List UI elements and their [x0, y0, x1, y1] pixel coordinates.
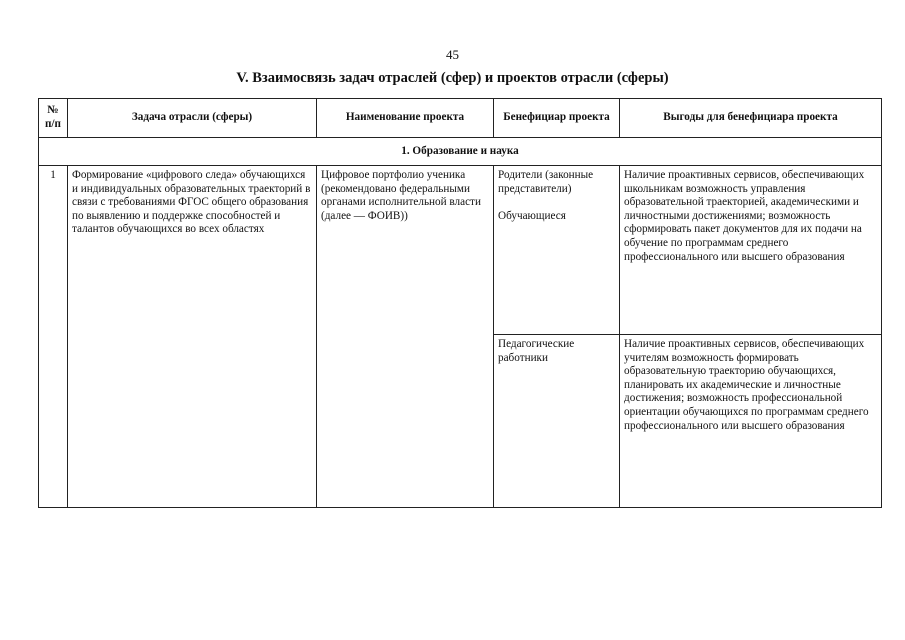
benefits-cell-1: Наличие проактивных сервисов, обеспечивающих школьникам возможность управления образовательной траекторией, академическими и личностными достижениями; возможность сформировать пакет документов для их подачи на обучение по программам среднего профессионального или высшего образования — [620, 166, 882, 335]
page-number: 45 — [446, 47, 459, 62]
project-cell: Цифровое портфолио ученика (рекомендовано федеральными органами исполнительной власти (далее — ФОИВ)) — [317, 166, 494, 508]
table-header-row — [39, 99, 882, 138]
header-beneficiary: Бенефициар проекта — [494, 99, 620, 138]
tasks-projects-table — [38, 98, 882, 508]
section-heading: 1. Образование и наука — [39, 138, 882, 166]
task-cell: Формирование «цифрового следа» обучающихся и индивидуальных образовательных траекторий в связи с требованиями ФГОС общего образования по выявлению и поддержке способностей и талантов обучающихся во всех областях — [68, 166, 317, 508]
section-title: V. Взаимосвязь задач отраслей (сфер) и проектов отрасли (сферы) — [236, 70, 669, 86]
header-num: № п/п — [39, 99, 68, 138]
header-project: Наименование проекта — [317, 99, 494, 138]
beneficiary-students: Обучающиеся — [498, 210, 566, 223]
header-task: Задача отрасли (сферы) — [68, 99, 317, 138]
beneficiary-cell-1 — [494, 166, 620, 335]
table-row — [39, 166, 882, 335]
section-row — [39, 138, 882, 166]
beneficiary-cell-2: Педагогические работники — [494, 335, 620, 508]
beneficiary-parents: Родители (законные представители) — [498, 169, 594, 195]
benefits-cell-2: Наличие проактивных сервисов, обеспечивающих учителям возможность формировать образовательную траекторию обучающихся, планировать их академические и личностные достижения; возможность профессиональной ориентации обучающихся по программам среднего профессионального или высшего образования — [620, 335, 882, 508]
row-number: 1 — [39, 166, 68, 508]
header-benefits: Выгоды для бенефициара проекта — [620, 99, 882, 138]
